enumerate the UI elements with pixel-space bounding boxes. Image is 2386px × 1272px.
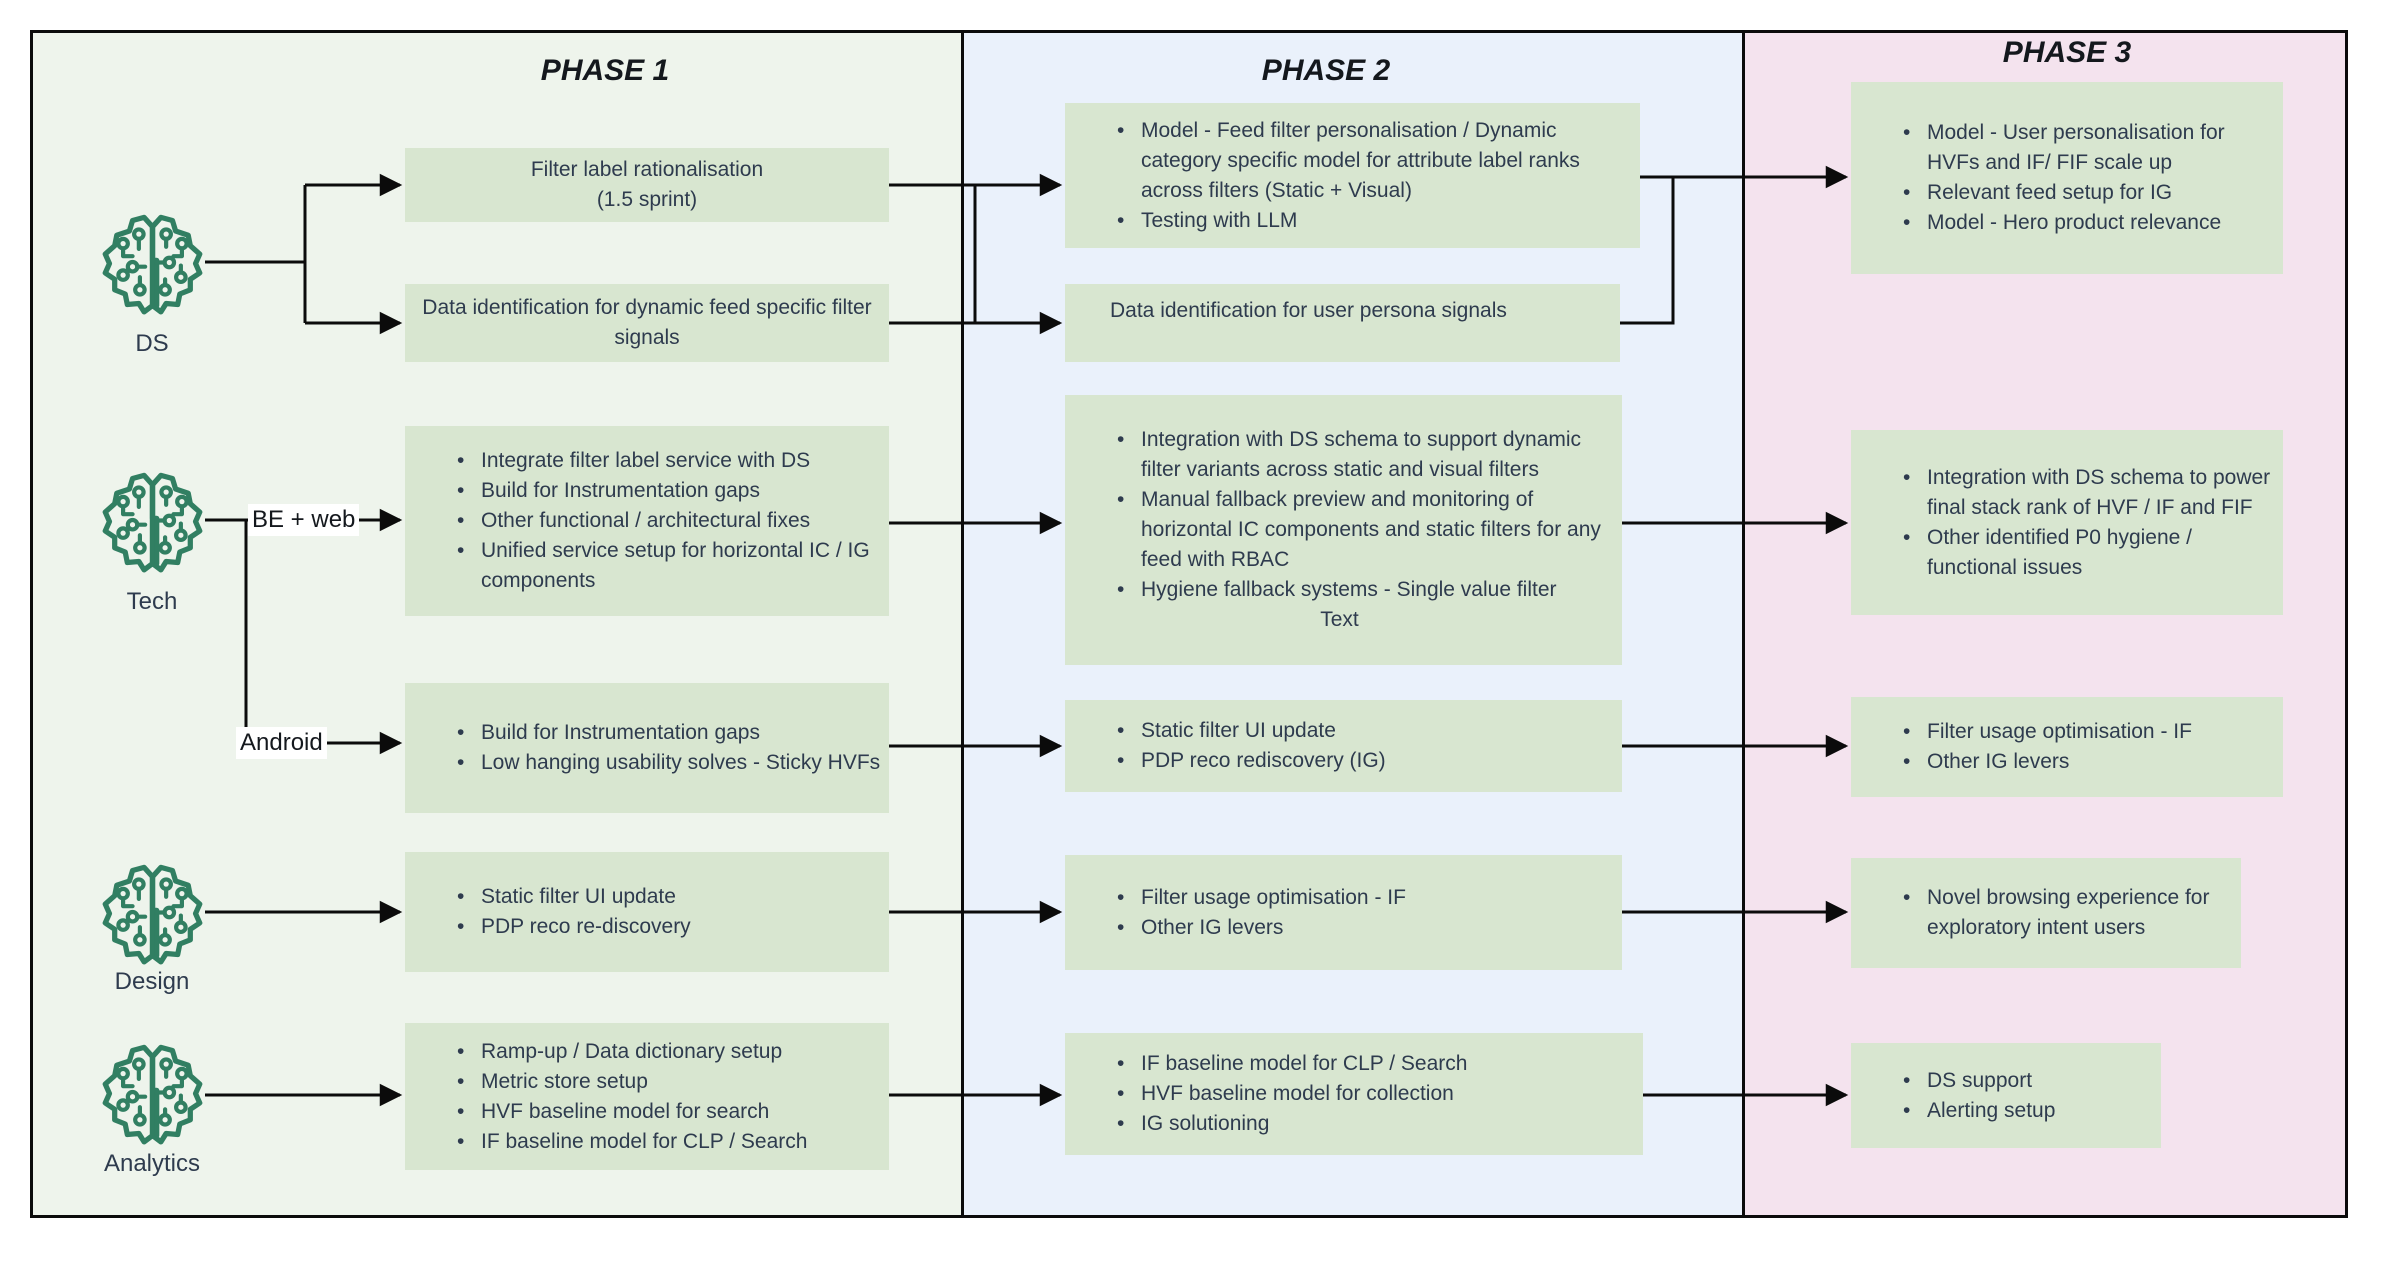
task-line: Filter label rationalisation <box>530 158 764 181</box>
task-list: • Model - User personalisation for HVFs and IF/ FIF scale up • Relevant feed setup for IG • Model - Hero product relevance <box>1851 118 2275 238</box>
text-placeholder: Text <box>1320 608 1359 631</box>
task-box-ds-phase2-persona-signals <box>1065 284 1620 362</box>
task-list: • Integration with DS schema to support dynamic filter variants across static and visual filters • Manual fallback preview and monitoring of horizontal IC components and static filters for any feed with RBAC • Hygiene fallback systems - Single value filter <box>1065 425 1614 605</box>
phase2-title: PHASE 2 <box>1261 54 1391 87</box>
task-list: • Filter usage optimisation - IF • Other IG levers <box>1065 883 1614 943</box>
task-line: (1.5 sprint) <box>596 188 698 211</box>
task-box-ds-phase2-model <box>1065 103 1640 248</box>
lane-label-tech: Tech <box>126 588 178 615</box>
task-line: Data identification for user persona signals <box>1110 299 1507 322</box>
task-box-ds-phase1-filter-label <box>405 148 889 222</box>
analytics-brain-circuit-icon <box>100 1040 205 1145</box>
branch-label-android: Android <box>236 727 327 759</box>
task-box-analytics-phase3 <box>1851 1043 2161 1148</box>
task-list: • Static filter UI update • PDP reco rediscovery (IG) <box>1065 716 1614 776</box>
task-list: • Ramp-up / Data dictionary setup • Metric store setup • HVF baseline model for search • IF baseline model for CLP / Search <box>405 1037 881 1157</box>
task-list: • Filter usage optimisation - IF • Other IG levers <box>1851 717 2275 777</box>
design-brain-circuit-icon <box>100 860 205 965</box>
branch-label-be-web: BE + web <box>248 504 359 536</box>
task-box-android-phase3 <box>1851 697 2283 797</box>
task-box-analytics-phase1 <box>405 1023 889 1170</box>
task-box-design-phase3 <box>1851 858 2241 968</box>
task-box-android-phase2 <box>1065 700 1622 792</box>
task-list: • Static filter UI update • PDP reco re-discovery <box>405 882 881 942</box>
phase3-title: PHASE 3 <box>2002 36 2132 69</box>
ds-brain-circuit-icon <box>100 210 205 315</box>
task-box-analytics-phase2 <box>1065 1033 1643 1155</box>
task-box-android-phase1 <box>405 683 889 813</box>
task-box-tech-phase1 <box>405 426 889 616</box>
task-line: Data identification for dynamic feed specific filter signals <box>422 296 872 349</box>
task-list: • Build for Instrumentation gaps • Low hanging usability solves - Sticky HVFs <box>405 718 881 778</box>
phase1-title: PHASE 1 <box>540 54 670 87</box>
task-list: • Model - Feed filter personalisation / Dynamic category specific model for attribute label ranks across filters (Static + Visual) • Testing with LLM <box>1065 116 1632 236</box>
tech-brain-circuit-icon <box>100 468 205 573</box>
task-box-ds-phase3 <box>1851 82 2283 274</box>
task-list: • Integrate filter label service with DS • Build for Instrumentation gaps • Other functional / architectural fixes • Unified service setup for horizontal IC / IG components <box>405 446 881 596</box>
task-box-design-phase2 <box>1065 855 1622 970</box>
task-box-design-phase1 <box>405 852 889 972</box>
task-box-tech-phase3 <box>1851 430 2283 615</box>
task-list: • DS support • Alerting setup <box>1851 1066 2153 1126</box>
task-box-tech-phase2 <box>1065 395 1622 665</box>
task-list: • IF baseline model for CLP / Search • HVF baseline model for collection • IG solutioning <box>1065 1049 1635 1139</box>
lane-label-design: Design <box>114 968 190 995</box>
task-box-ds-phase1-data-identification <box>405 284 889 362</box>
lane-label-analytics: Analytics <box>103 1150 201 1177</box>
lane-label-ds: DS <box>135 330 169 357</box>
task-list: • Integration with DS schema to power final stack rank of HVF / IF and FIF • Other identified P0 hygiene / functional issues <box>1851 463 2275 583</box>
task-list: • Novel browsing experience for exploratory intent users <box>1851 883 2233 943</box>
